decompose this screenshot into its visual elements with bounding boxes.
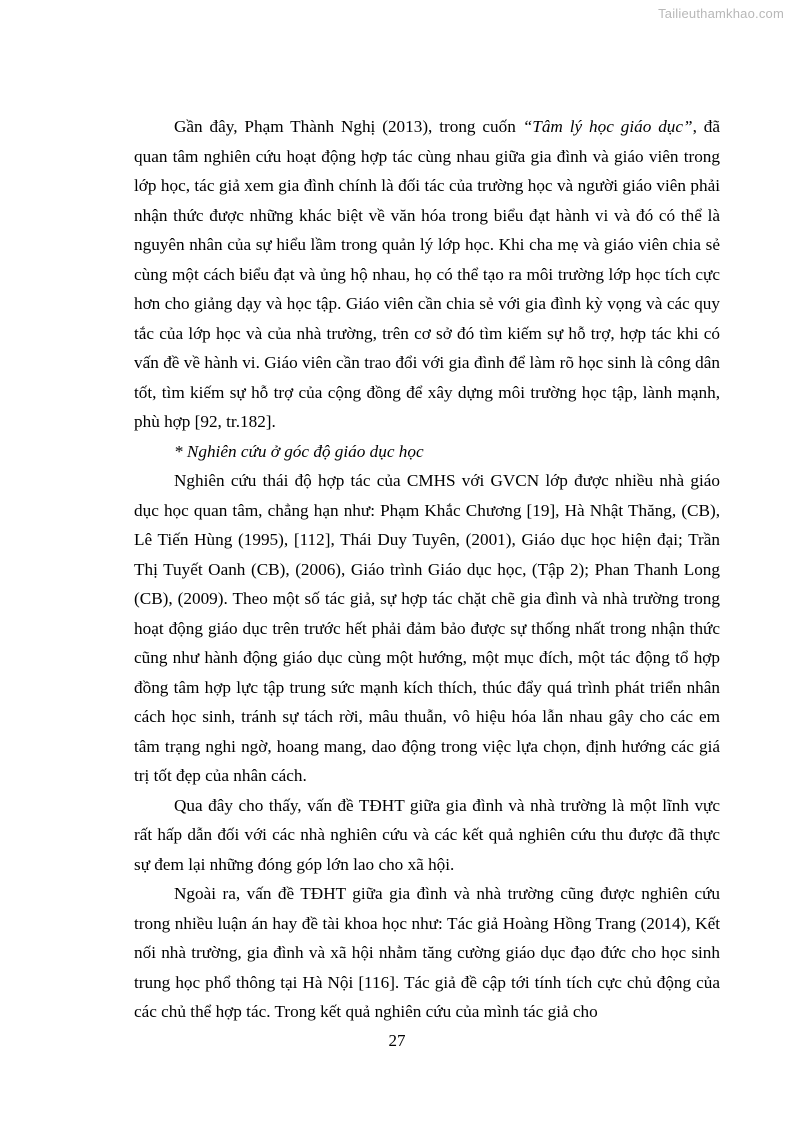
paragraph-3: Qua đây cho thấy, vấn đề TĐHT giữa gia đình và nhà trường là một lĩnh vực rất hấp dẫn đối với các nhà nghiên cứu và các kết quả nghiên cứu thu được đã thực sự đem lại những đóng góp lớn lao cho xã hội. <box>134 795 720 874</box>
watermark: Tailieuthamkhao.com <box>658 6 784 21</box>
paragraph-4: Ngoài ra, vấn đề TĐHT giữa gia đình và nhà trường cũng được nghiên cứu trong nhiều luận án hay đề tài khoa học như: Tác giả Hoàng Hồng Trang (2014), Kết nối nhà trường, gia đình và xã hội nhằm tăng cường giáo dục đạo đức cho học sinh trung học phổ thông tại Hà Nội [116]. Tác giả đề cập tới tính tích cực chủ động của các chủ thể hợp tác. Trong kết quả nghiên cứu của mình tác giả cho <box>134 884 720 1021</box>
paragraph-1 <box>134 112 720 437</box>
book-title: “Tâm lý học giáo dục” <box>522 117 693 136</box>
document-body <box>134 112 720 1027</box>
paragraph-1-before: Gần đây, Phạm Thành Nghị (2013), trong cuốn <box>174 117 523 136</box>
page-number: 27 <box>388 1031 406 1050</box>
section-subheading: * Nghiên cứu ở góc độ giáo dục học <box>174 441 424 461</box>
paragraph-2: Nghiên cứu thái độ hợp tác của CMHS với GVCN lớp được nhiều nhà giáo dục học quan tâm, chẳng hạn như: Phạm Khắc Chương [19], Hà Nhật Thăng, (CB), Lê Tiến Hùng (1995), [112], Thái Duy Tuyên, (2001), Giáo dục học hiện đại; Trần Thị Tuyết Oanh (CB), (2006), Giáo trình Giáo dục học, (Tập 2); Phan Thanh Long (CB), (2009). Theo một số tác giả, sự hợp tác chặt chẽ gia đình và nhà trường trong hoạt động giáo dục trên trước hết phải đảm bảo được sự thống nhất trong nhận thức cũng như hành động giáo dục cùng một hướng, một mục đích, một tác động tổ hợp đồng tâm hợp lực tập trung sức mạnh kích thích, thúc đẩy quá trình phát triển nhân cách học sinh, tránh sự tách rời, mâu thuẫn, vô hiệu hóa lẫn nhau gây cho các em tâm trạng nghi ngờ, hoang mang, dao động trong việc lựa chọn, định hướng các giá trị tốt đẹp của nhân cách. <box>134 471 720 785</box>
paragraph-1-after: , đã quan tâm nghiên cứu hoạt động hợp tác cùng nhau giữa gia đình và giáo viên trong lớp học, tác giả xem gia đình chính là đối tác của trường học và người giáo viên phải nhận thức được những khác biệt về văn hóa trong biểu đạt hành vi và đó có thể là nguyên nhân của sự hiểu lầm trong quản lý lớp học. Khi cha mẹ và giáo viên chia sẻ cùng một cách biểu đạt và ủng hộ nhau, họ có thể tạo ra môi trường lớp học tích cực hơn cho giảng dạy và học tập. Giáo viên cần chia sẻ với gia đình kỳ vọng và các quy tắc của lớp học và của nhà trường, trên cơ sở đó tìm kiếm sự hỗ trợ, hợp tác khi có vấn đề về hành vi. Giáo viên cần trao đổi với gia đình để làm rõ học sinh là công dân tốt, tìm kiếm sự hỗ trợ của cộng đồng để xây dựng môi trường học tập, lành mạnh, phù hợp [92, tr.182]. <box>134 117 720 431</box>
